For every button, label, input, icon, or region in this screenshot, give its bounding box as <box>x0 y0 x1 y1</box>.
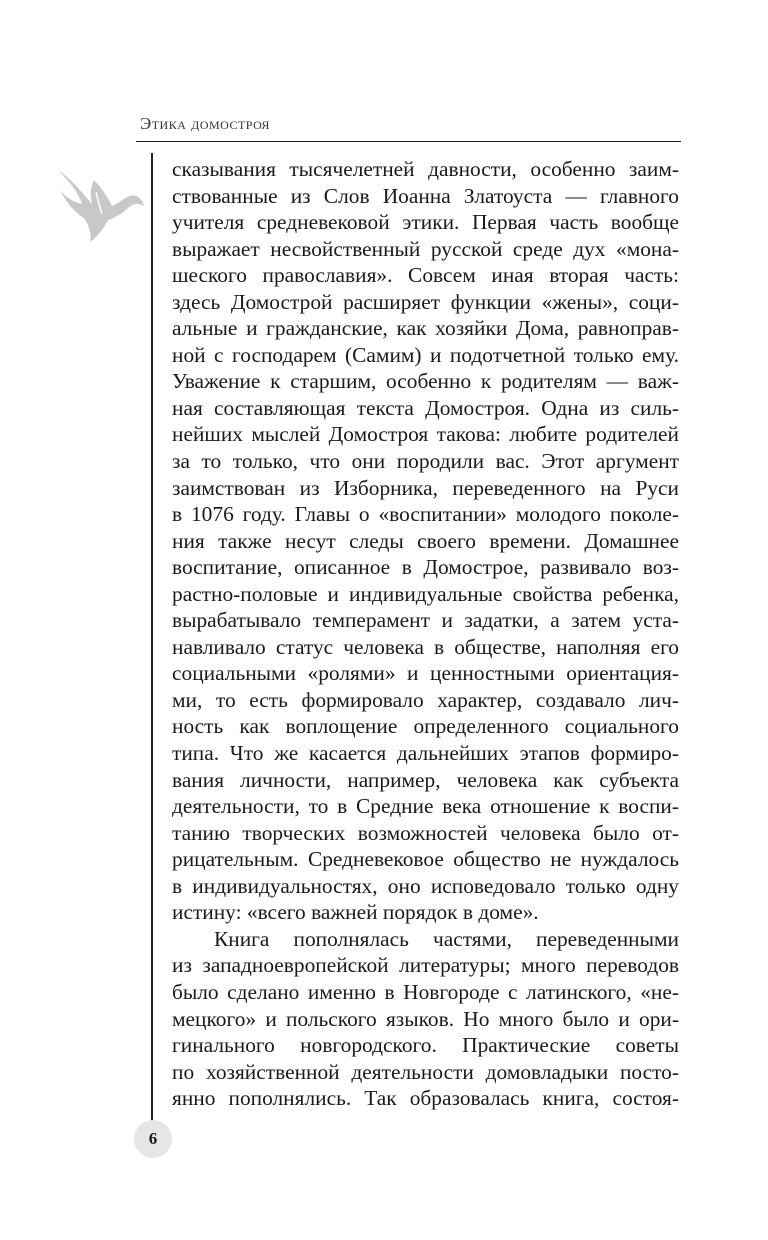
text-line: мецкого» и польского языков. Но много было и ори- <box>172 1006 679 1031</box>
text-line: навливало статус человека в обществе, наполняя его <box>172 634 679 659</box>
text-line: по хозяйственной деятельности домовладыки посто- <box>172 1059 679 1084</box>
text-line: Книга пополнялась частями, переведенными <box>214 926 679 951</box>
text-line: ми, то есть формировало характер, создавало лич- <box>172 687 679 712</box>
body-text <box>172 156 679 1112</box>
text-line: ствованные из Слов Иоанна Златоуста — главного <box>172 183 679 208</box>
text-line: в 1076 году. Главы о «воспитании» молодого поколе- <box>172 502 679 527</box>
text-line: шеского православия». Совсем иная вторая часть: <box>172 263 679 288</box>
text-line: ной с господарем (Самим) и подотчетной только ему. <box>172 342 679 367</box>
page-number: 6 <box>148 1129 158 1148</box>
running-head <box>140 114 270 134</box>
text-line: за то только, что они породили вас. Этот аргумент <box>172 449 679 474</box>
text-line: ния также несут следы своего времени. Домашнее <box>172 528 679 553</box>
text-line: вырабатывало темперамент и задатки, а затем уста- <box>172 608 679 633</box>
text-line: воспитание, описанное в Домострое, развивало воз- <box>172 555 679 580</box>
text-line: Уважение к старшим, особенно к родителям — важ- <box>172 369 679 394</box>
margin-rule <box>151 153 153 1126</box>
text-line: типа. Что же касается дальнейших этапов формиро- <box>172 741 679 766</box>
text-line: рицательным. Средневековое общество не нуждалось <box>172 847 679 872</box>
text-line: из западноевропейской литературы; много переводов <box>172 953 679 978</box>
header-rule <box>136 141 681 142</box>
text-line: было сделано именно в Новгороде с латинского, «не- <box>172 979 679 1004</box>
text-line: сказывания тысячелетней давности, особенно заим- <box>172 157 679 181</box>
text-line: учителя средневековой этики. Первая часть вообще <box>172 210 679 235</box>
swan-icon <box>52 162 147 247</box>
text-line: нейших мыслей Домостроя такова: любите родителей <box>172 422 679 447</box>
running-head-title: Этика домостроя <box>140 114 270 133</box>
text-line: янно пополнялись. Так образовалась книга, состоя- <box>172 1086 679 1111</box>
text-line: гинального новгородского. Практические советы <box>172 1033 679 1058</box>
text-line: здесь Домострой расширяет функции «жены», соци- <box>172 289 679 314</box>
text-line: выражает несвойственный русской среде дух «мона- <box>172 236 679 261</box>
text-line: альные и гражданские, как хозяйки Дома, равноправ- <box>172 316 679 341</box>
text-line: ность как воплощение определенного социального <box>172 714 679 739</box>
text-line: заимствован из Изборника, переведенного на Руси <box>172 475 679 500</box>
text-line: истину: «всего важней порядок в доме». <box>172 900 539 925</box>
text-line: танию творческих возможностей человека было от- <box>172 820 679 845</box>
text-line: вания личности, например, человека как субъекта <box>172 767 679 792</box>
text-line: деятельности, то в Средние века отношение к воспи- <box>172 794 679 819</box>
text-line: в индивидуальностях, оно исповедовало только одну <box>172 873 679 898</box>
text-line: ная составляющая текста Домостроя. Одна из силь- <box>172 395 679 420</box>
text-line: социальными «ролями» и ценностными ориентация- <box>172 661 679 686</box>
text-line: растно-половые и индивидуальные свойства ребенка, <box>172 581 679 606</box>
